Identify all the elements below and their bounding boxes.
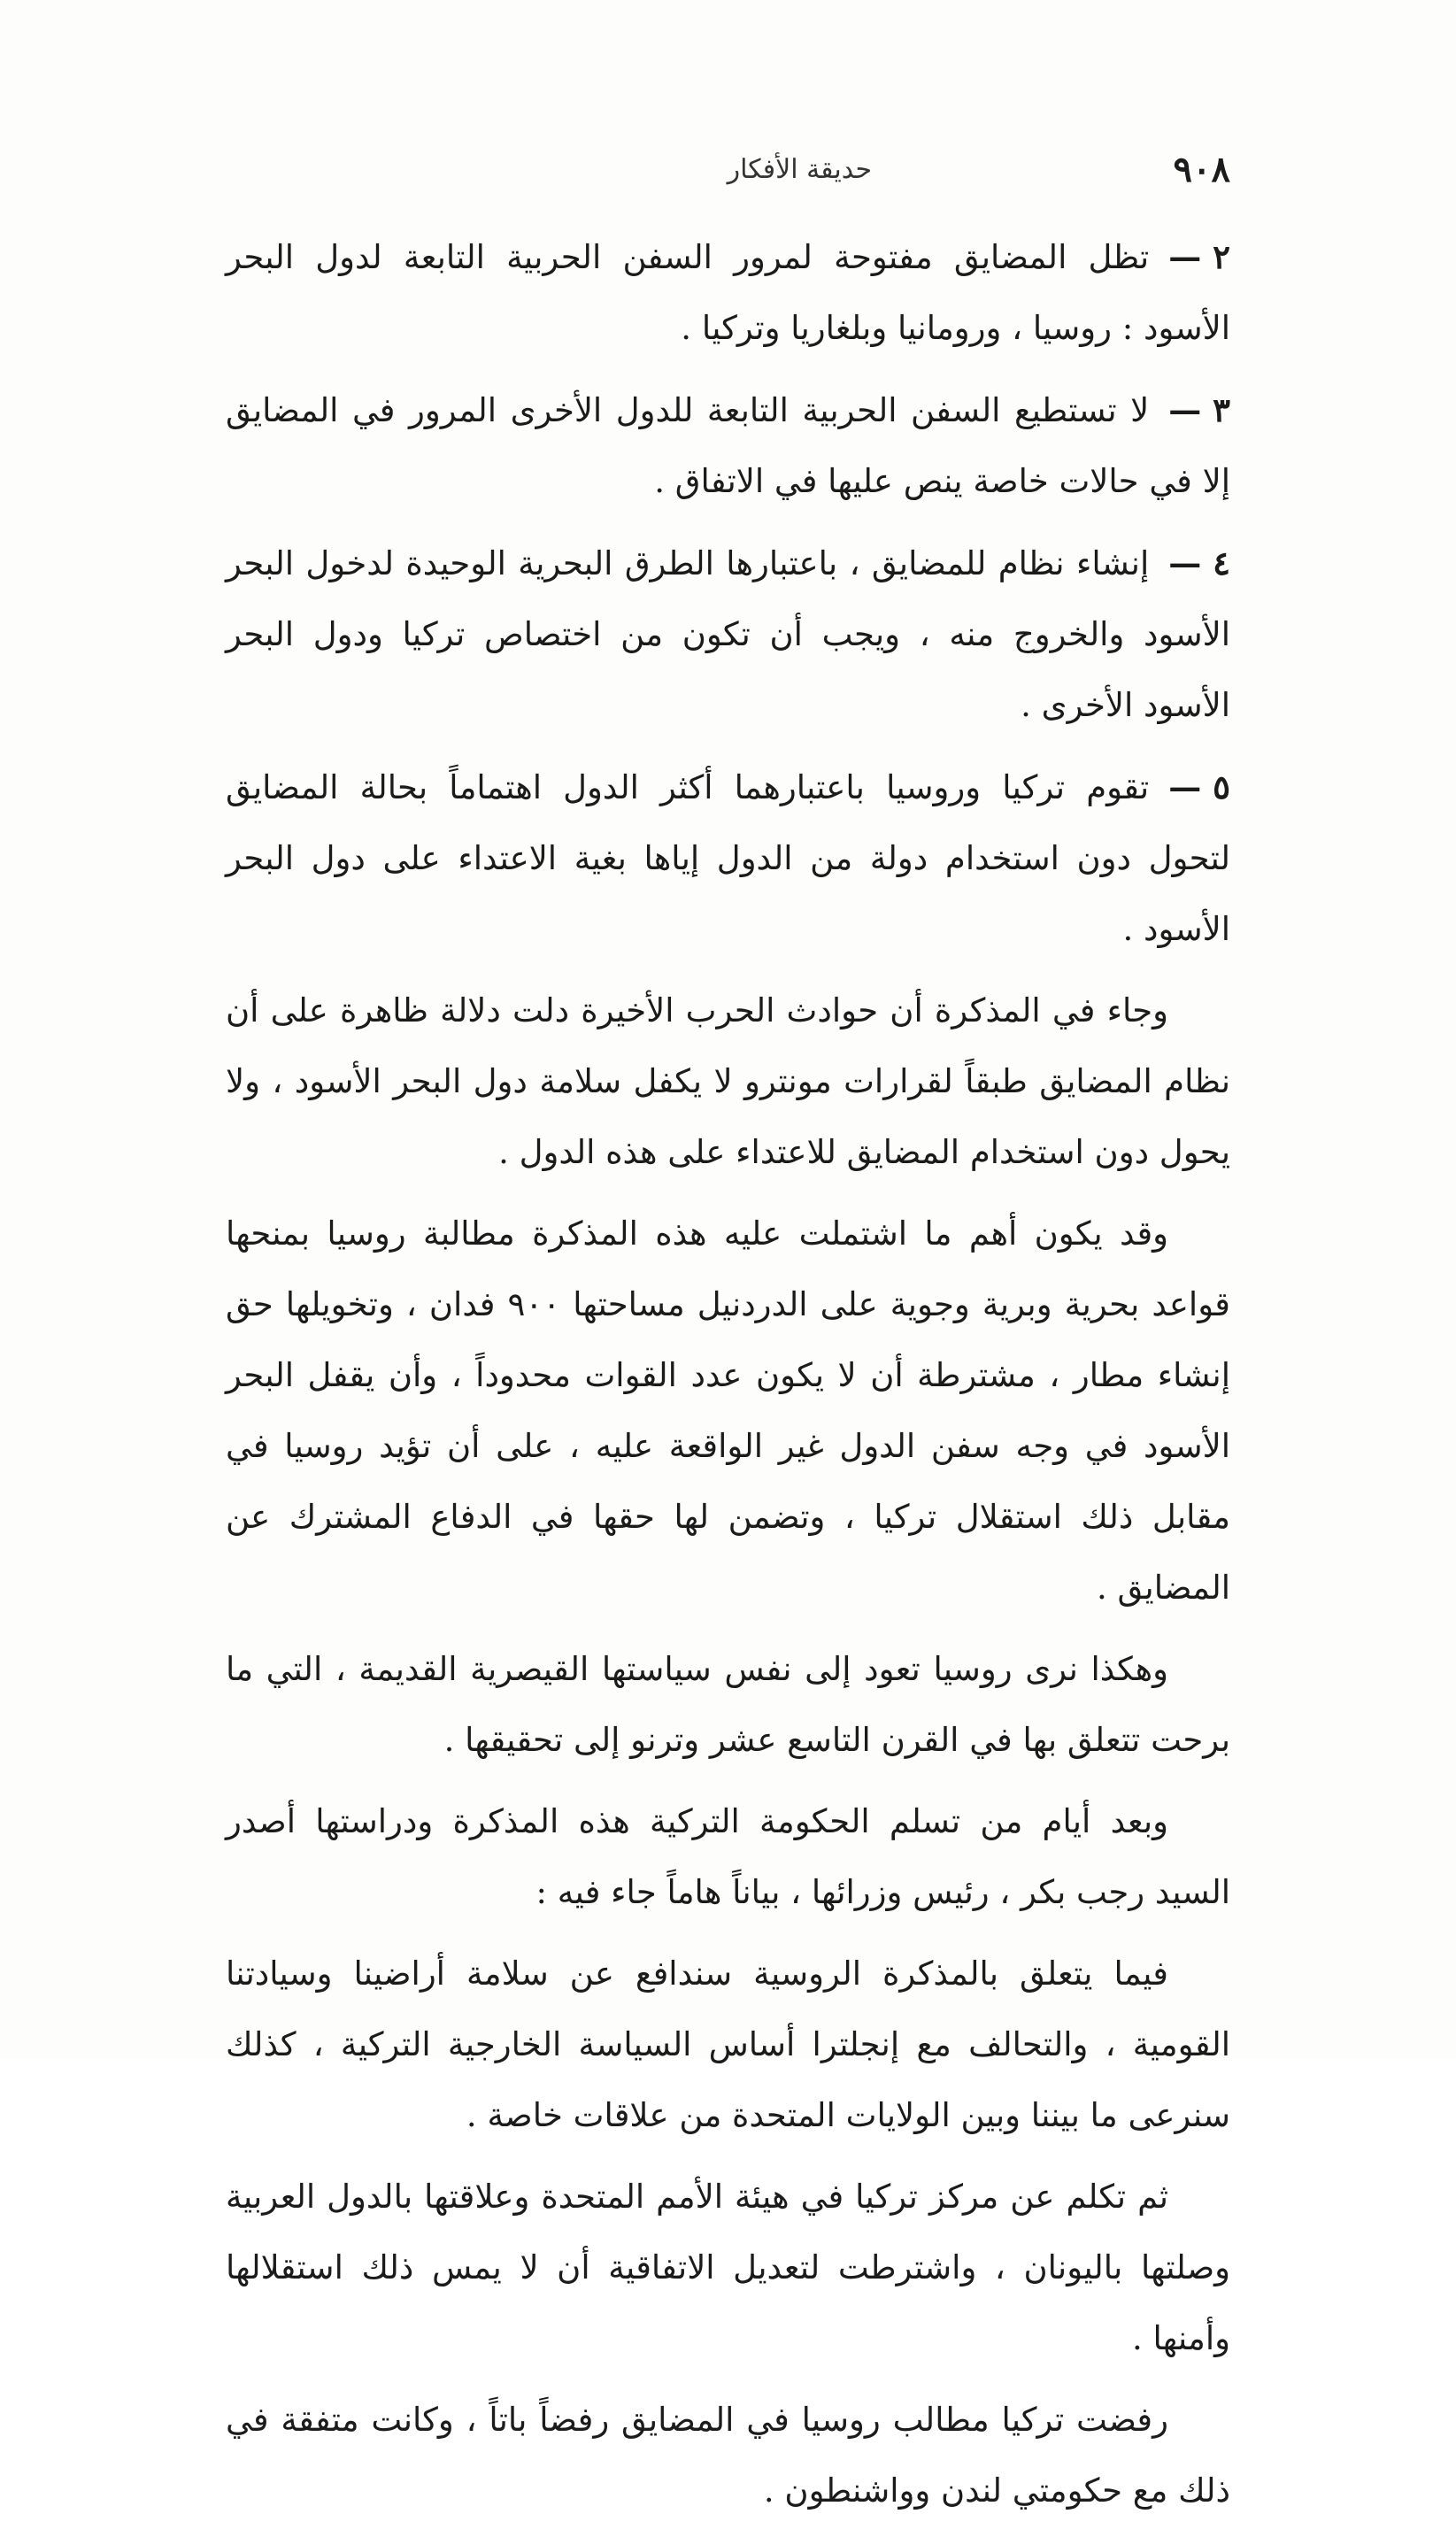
list-item-5 [226,752,1230,965]
paragraph-statement-intro: وبعد أيام من تسلم الحكومة التركية هذه المذكرة ودراستها أصدر السيد رجب بكر ، رئيس وزرائها ، بياناً هاماً جاء فيه : [226,1802,1230,1911]
list-number: ٥ — [1168,767,1230,806]
list-item-2 [226,221,1230,364]
list-text: لا تستطيع السفن الحربية التابعة للدول الأخرى المرور في المضايق إلا في حالات خاصة ينص عليها في الاتفاق . [226,391,1230,500]
list-number: ٢ — [1168,237,1230,276]
paragraph-un-position: ثم تكلم عن مركز تركيا في هيئة الأمم المتحدة وعلاقتها بالدول العربية وصلتها باليونان ، واشترطت لتعديل الاتفاقية أن لا يمس ذلك استقلالها وأمنها . [226,2178,1230,2357]
list-item-4 [226,528,1230,741]
paragraph-demands: وقد يكون أهم ما اشتملت عليه هذه المذكرة مطالبة روسيا بمنحها قواعد بحرية وبرية وجوية على الدردنيل مساحتها ٩٠٠ فدان ، وتخويلها حق إنشاء مطار ، مشترطة أن لا يكون عدد القوات محدوداً ، وأن يقفل البحر الأسود في وجه سفن الدول غير الواقعة عليه ، على أن تؤيد روسيا في مقابل ذلك استقلال تركيا ، وتضمن لها حقها في الدفاع المشترك عن المضايق . [226,1215,1230,1607]
page-header [226,149,1230,202]
list-text: إنشاء نظام للمضايق ، باعتبارها الطرق البحرية الوحيدة لدخول البحر الأسود والخروج منه ، ويجب أن تكون من اختصاص تركيا ودول البحر الأسود الأخرى . [226,544,1230,724]
paragraph-montreux: وجاء في المذكرة أن حوادث الحرب الأخيرة دلت دلالة ظاهرة على أن نظام المضايق طبقاً لقرارات مونترو لا يكفل سلامة دول البحر الأسود ، ولا يحول دون استخدام المضايق للاعتداء على هذه الدول . [226,991,1230,1171]
running-title: حديقة الأفكار [727,154,872,185]
paragraph-statement: فيما يتعلق بالمذكرة الروسية سندافع عن سلامة أراضينا وسيادتنا القومية ، والتحالف مع إنجلترا أساس السياسة الخارجية التركية ، كذلك سنرعى ما بيننا وبين الولايات المتحدة من علاقات خاصة . [226,1955,1230,2134]
paragraph-rejection: رفضت تركيا مطالب روسيا في المضايق رفضاً باتاً ، وكانت متفقة في ذلك مع حكومتي لندن وواشنطون . [226,2401,1230,2510]
list-number: ٤ — [1168,544,1231,582]
paragraph-tsarist-policy: وهكذا نرى روسيا تعود إلى نفس سياستها القيصرية القديمة ، التي ما برحت تتعلق بها في القرن التاسع عشر وترنو إلى تحقيقها . [226,1650,1230,1759]
page-body [226,221,1230,2537]
list-text: تظل المضايق مفتوحة لمرور السفن الحربية التابعة لدول البحر الأسود : روسيا ، ورومانيا وبلغاريا وتركيا . [226,238,1230,347]
list-text: تقوم تركيا وروسيا باعتبارهما أكثر الدول اهتماماً بحالة المضايق لتحول دون استخدام دولة من الدول إياها بغية الاعتداء على دول البحر الأسود . [226,768,1230,948]
list-number: ٣ — [1168,390,1230,429]
page-number: ٩٠٨ [1173,149,1230,190]
list-item-3 [226,374,1230,517]
